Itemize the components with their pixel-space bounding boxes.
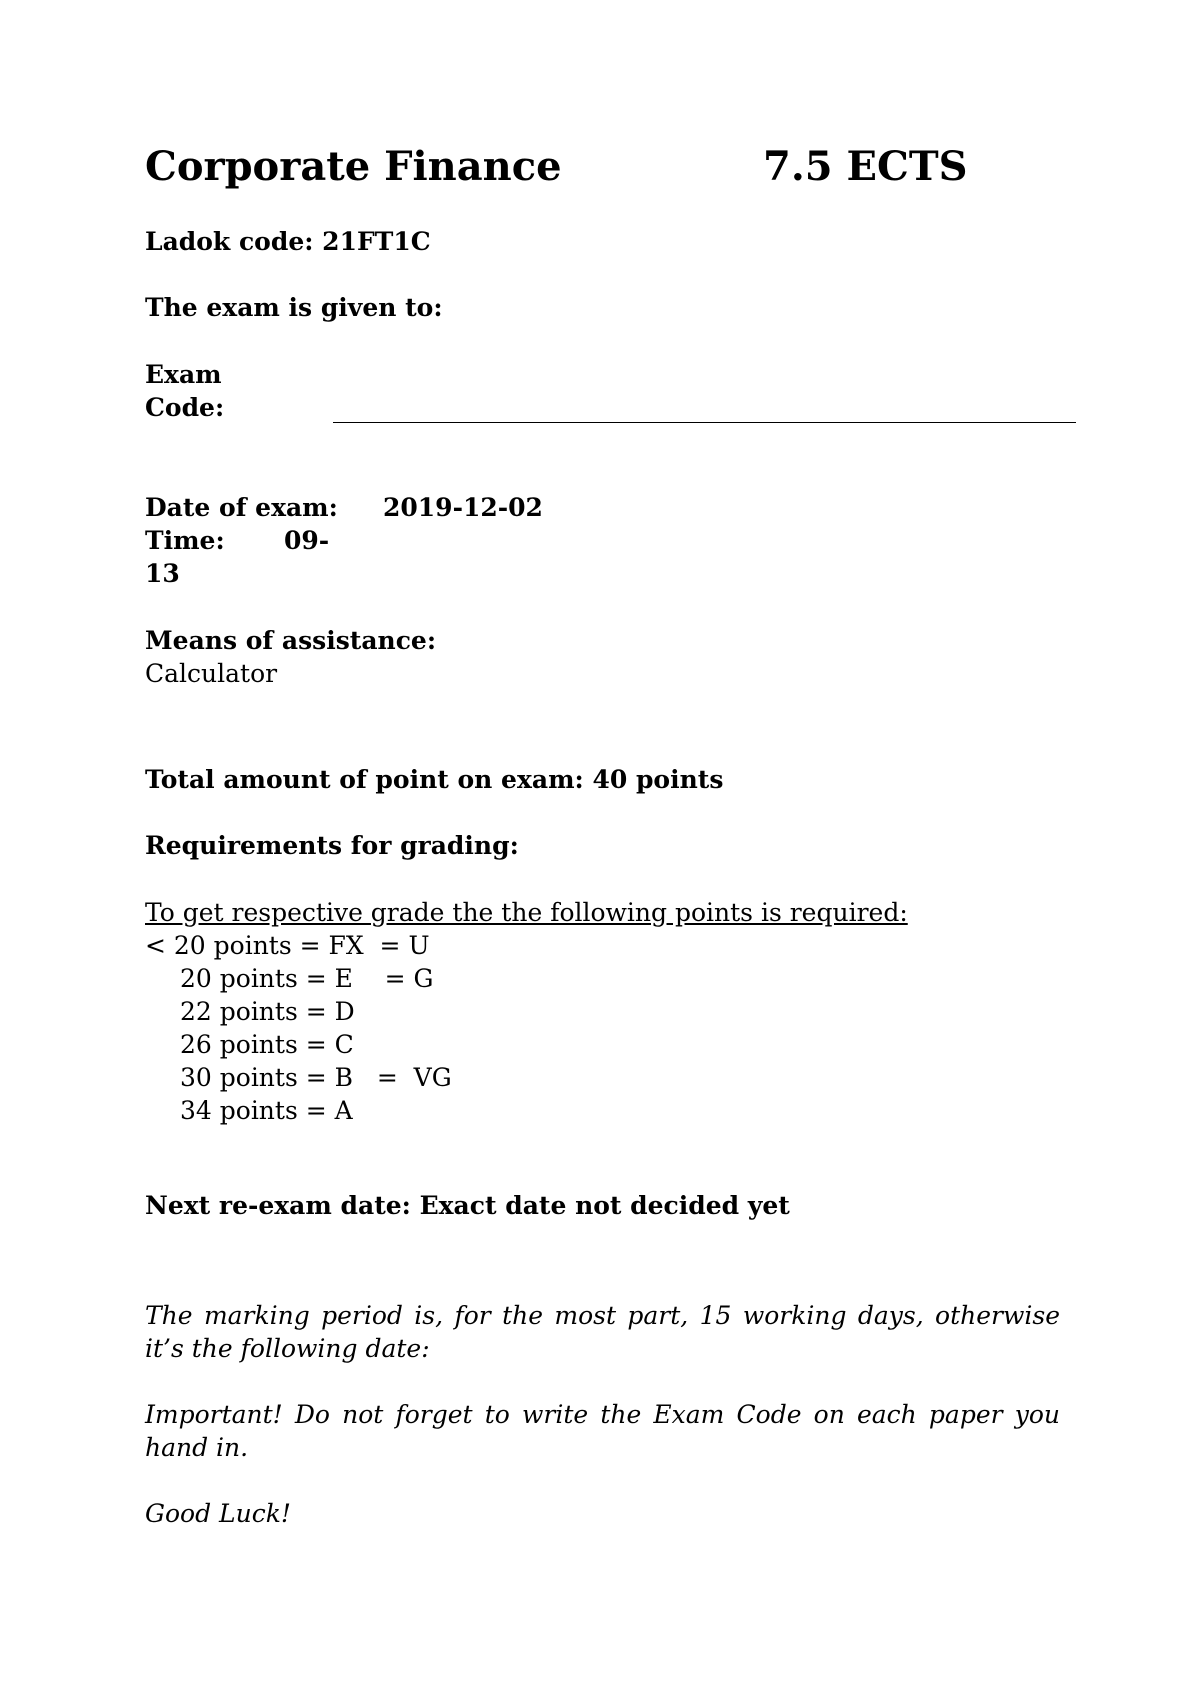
total-points: Total amount of point on exam: 40 points: [145, 765, 724, 794]
exam-code-label-line1: Exam: [145, 360, 222, 389]
grade-row: 34 points = A: [180, 1096, 353, 1125]
time-value-line2: 13: [145, 559, 180, 588]
time-label: Time:: [145, 526, 225, 555]
grading-heading: Requirements for grading:: [145, 831, 519, 860]
good-luck: Good Luck!: [145, 1499, 291, 1528]
grading-intro: To get respective grade the the following points is required:: [145, 898, 908, 927]
ladok-code: Ladok code: 21FT1C: [145, 227, 431, 256]
exam-given-to: The exam is given to:: [145, 293, 443, 322]
assistance-label: Means of assistance:: [145, 626, 437, 655]
exam-code-label-line2: Code:: [145, 393, 225, 422]
time-value-line1: 09-: [284, 526, 330, 555]
date-value: 2019-12-02: [383, 493, 543, 522]
grade-row: 22 points = D: [180, 997, 355, 1026]
reexam-date: Next re-exam date: Exact date not decided yet: [145, 1191, 790, 1220]
date-label: Date of exam:: [145, 493, 338, 522]
exam-code-line: [333, 422, 1076, 423]
course-credits: 7.5 ECTS: [763, 143, 968, 190]
assistance-value: Calculator: [145, 659, 278, 688]
important-note: Important! Do not forget to write the Exam Code on each paper you hand in.: [145, 1400, 1060, 1462]
grade-row: 20 points = E = G: [180, 964, 434, 993]
course-title: Corporate Finance: [145, 143, 562, 190]
grade-row: < 20 points = FX = U: [145, 931, 430, 960]
grade-row: 30 points = B = VG: [180, 1063, 452, 1092]
grade-row: 26 points = C: [180, 1030, 354, 1059]
marking-period-note: The marking period is, for the most part, 15 working days, otherwise it’s the following date:: [145, 1301, 1060, 1363]
